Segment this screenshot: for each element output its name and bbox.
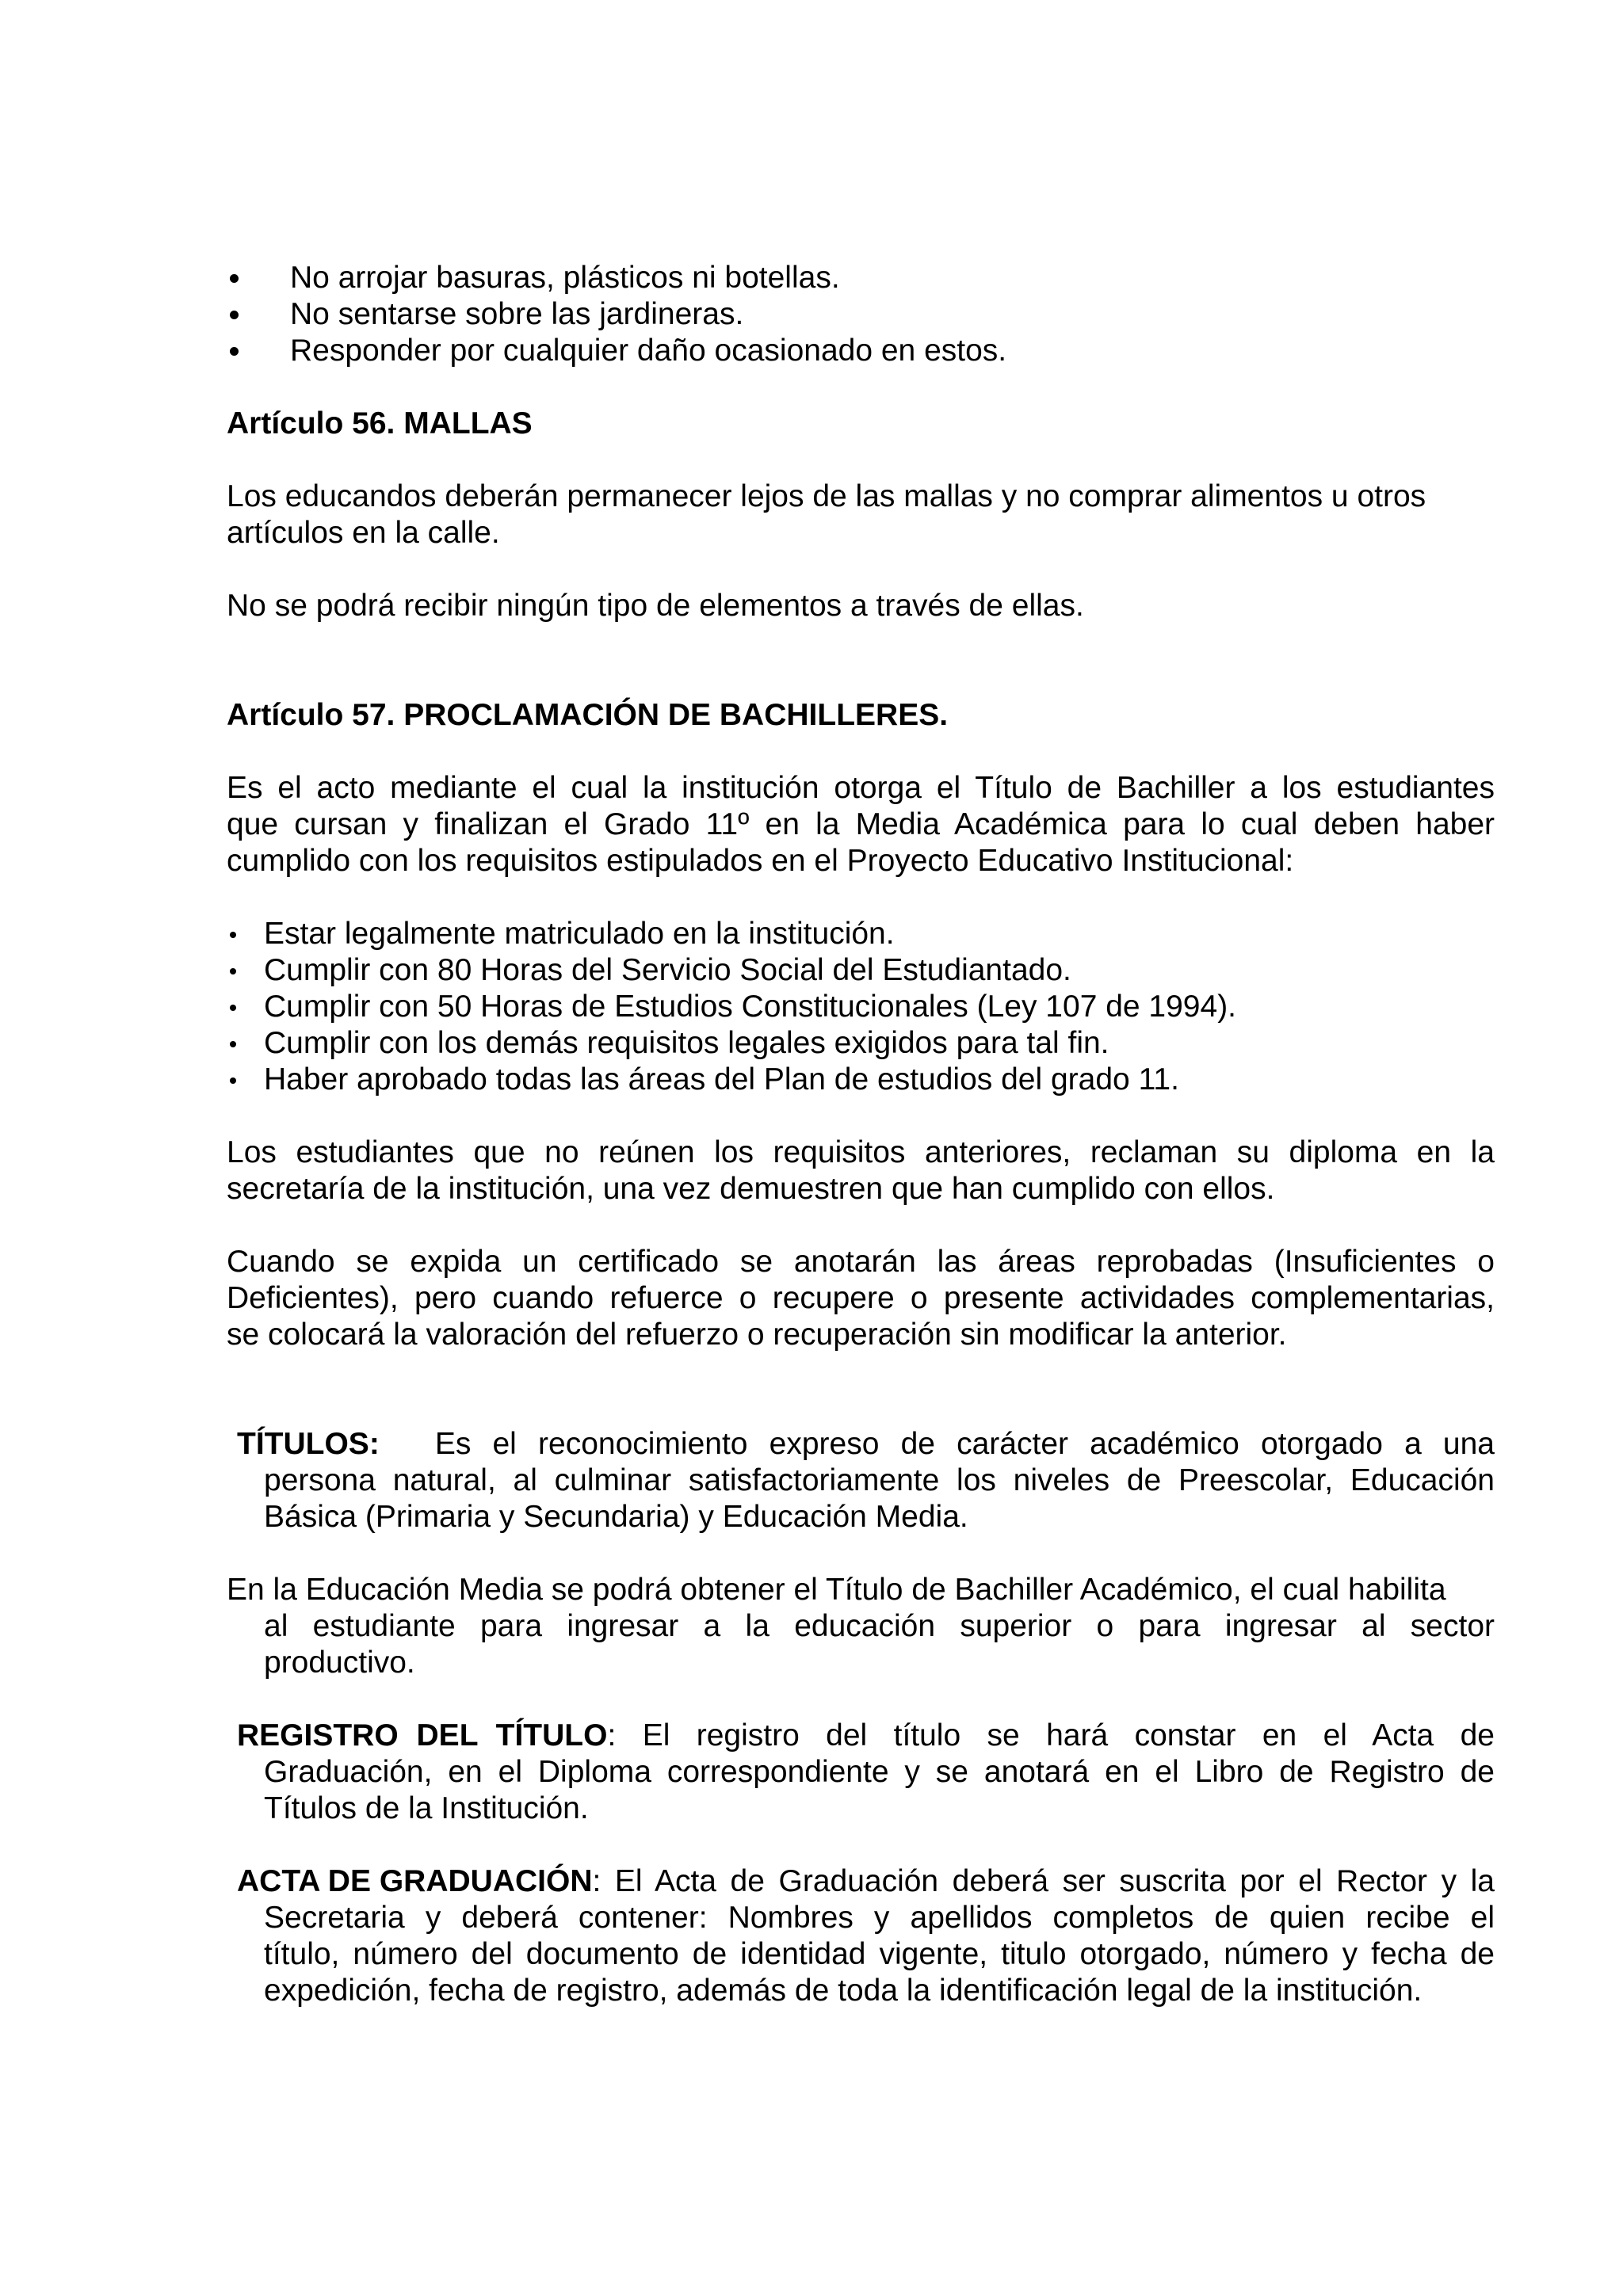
titulos-definition: TÍTULOS: Es el reconocimiento expreso de carácter académico otorgado a una persona natural, al culminar satisfactoriamente los niveles de Preescolar, Educación Básica (Primaria y Secundaria) y Educación Media. (237, 1427, 1495, 1534)
list-item: Responder por cualquier daño ocasionado en estos. (227, 333, 1495, 369)
article-57-intro: Es el acto mediante el cual la institución otorga el Título de Bachiller a los estudiantes que cursan y finalizan el Grado 11º en la Media Académica para lo cual deben haber cumplido con los requisitos estipulados en el Proyecto Educativo Institucional: (227, 771, 1495, 878)
bullet-icon (230, 968, 236, 974)
list-item: Cumplir con 50 Horas de Estudios Constitucionales (Ley 107 de 1994). (227, 989, 1495, 1025)
list-item: Cumplir con 80 Horas del Servicio Social del Estudiantado. (227, 952, 1495, 989)
diploma-paragraph: Los estudiantes que no reúnen los requisitos anteriores, reclaman su diploma en la secretaría de la institución, una vez demuestren que han cumplido con ellos. (227, 1135, 1495, 1206)
acta-definition: ACTA DE GRADUACIÓN : El Acta de Graduación deberá ser suscrita por el Rector y la Secretaria y deberá contener: Nombres y apellidos completos de quien recibe el título, número del documento de identidad vigente, titulo otorgado, número y fecha de expedición, fecha de registro, además de toda la identificación legal de la institución. (237, 1864, 1495, 2008)
titulos-term: TÍTULOS: (237, 1427, 380, 1461)
bullet-icon (230, 1005, 236, 1011)
article-56-heading: Artículo 56. MALLAS (227, 406, 533, 441)
registro-term: REGISTRO DEL TÍTULO (237, 1718, 608, 1753)
registro-definition: REGISTRO DEL TÍTULO : El registro del título se hará constar en el Acta de Graduación, en el Diploma correspondiente y se anotará en el Libro de Registro de Títulos de la Institución. (237, 1718, 1495, 1825)
requirements-bullet-list (227, 916, 1495, 1098)
list-item: Estar legalmente matriculado en la institución. (227, 916, 1495, 952)
certificate-paragraph: Cuando se expida un certificado se anotarán las áreas reprobadas (Insuficientes o Deficientes), pero cuando refuerce o recupere o presente actividades complementarias, se colocará la valoración del refuerzo o recuperación sin modificar la anterior. (227, 1245, 1495, 1352)
educacion-media-paragraph: En la Educación Media se podrá obtener el Título de Bachiller Académico, el cual habilita al estudiante para ingresar a la educación superior o para ingresar al sector productivo. (227, 1573, 1495, 1680)
article-56-paragraph-2: No se podrá recibir ningún tipo de elementos a través de ellas. (227, 589, 1084, 623)
acta-term: ACTA DE GRADUACIÓN (237, 1864, 593, 1898)
bullet-icon (230, 1041, 236, 1047)
list-item: No arrojar basuras, plásticos ni botellas. (227, 260, 1495, 296)
document-page (227, 260, 1495, 2009)
bullet-icon (230, 932, 236, 938)
bullet-icon (230, 1077, 236, 1084)
bullet-icon (230, 274, 239, 283)
list-item: Haber aprobado todas las áreas del Plan de estudios del grado 11. (227, 1062, 1495, 1098)
bullet-icon (230, 311, 239, 319)
bullet-icon (230, 347, 239, 356)
list-item: No sentarse sobre las jardineras. (227, 296, 1495, 333)
list-item: Cumplir con los demás requisitos legales exigidos para tal fin. (227, 1025, 1495, 1062)
article-56-paragraph-1: Los educandos deberán permanecer lejos de las mallas y no comprar alimentos u otros artículos en la calle. (227, 479, 1426, 550)
article-57-heading: Artículo 57. PROCLAMACIÓN DE BACHILLERES. (227, 698, 949, 732)
rules-bullet-list (227, 260, 1495, 369)
